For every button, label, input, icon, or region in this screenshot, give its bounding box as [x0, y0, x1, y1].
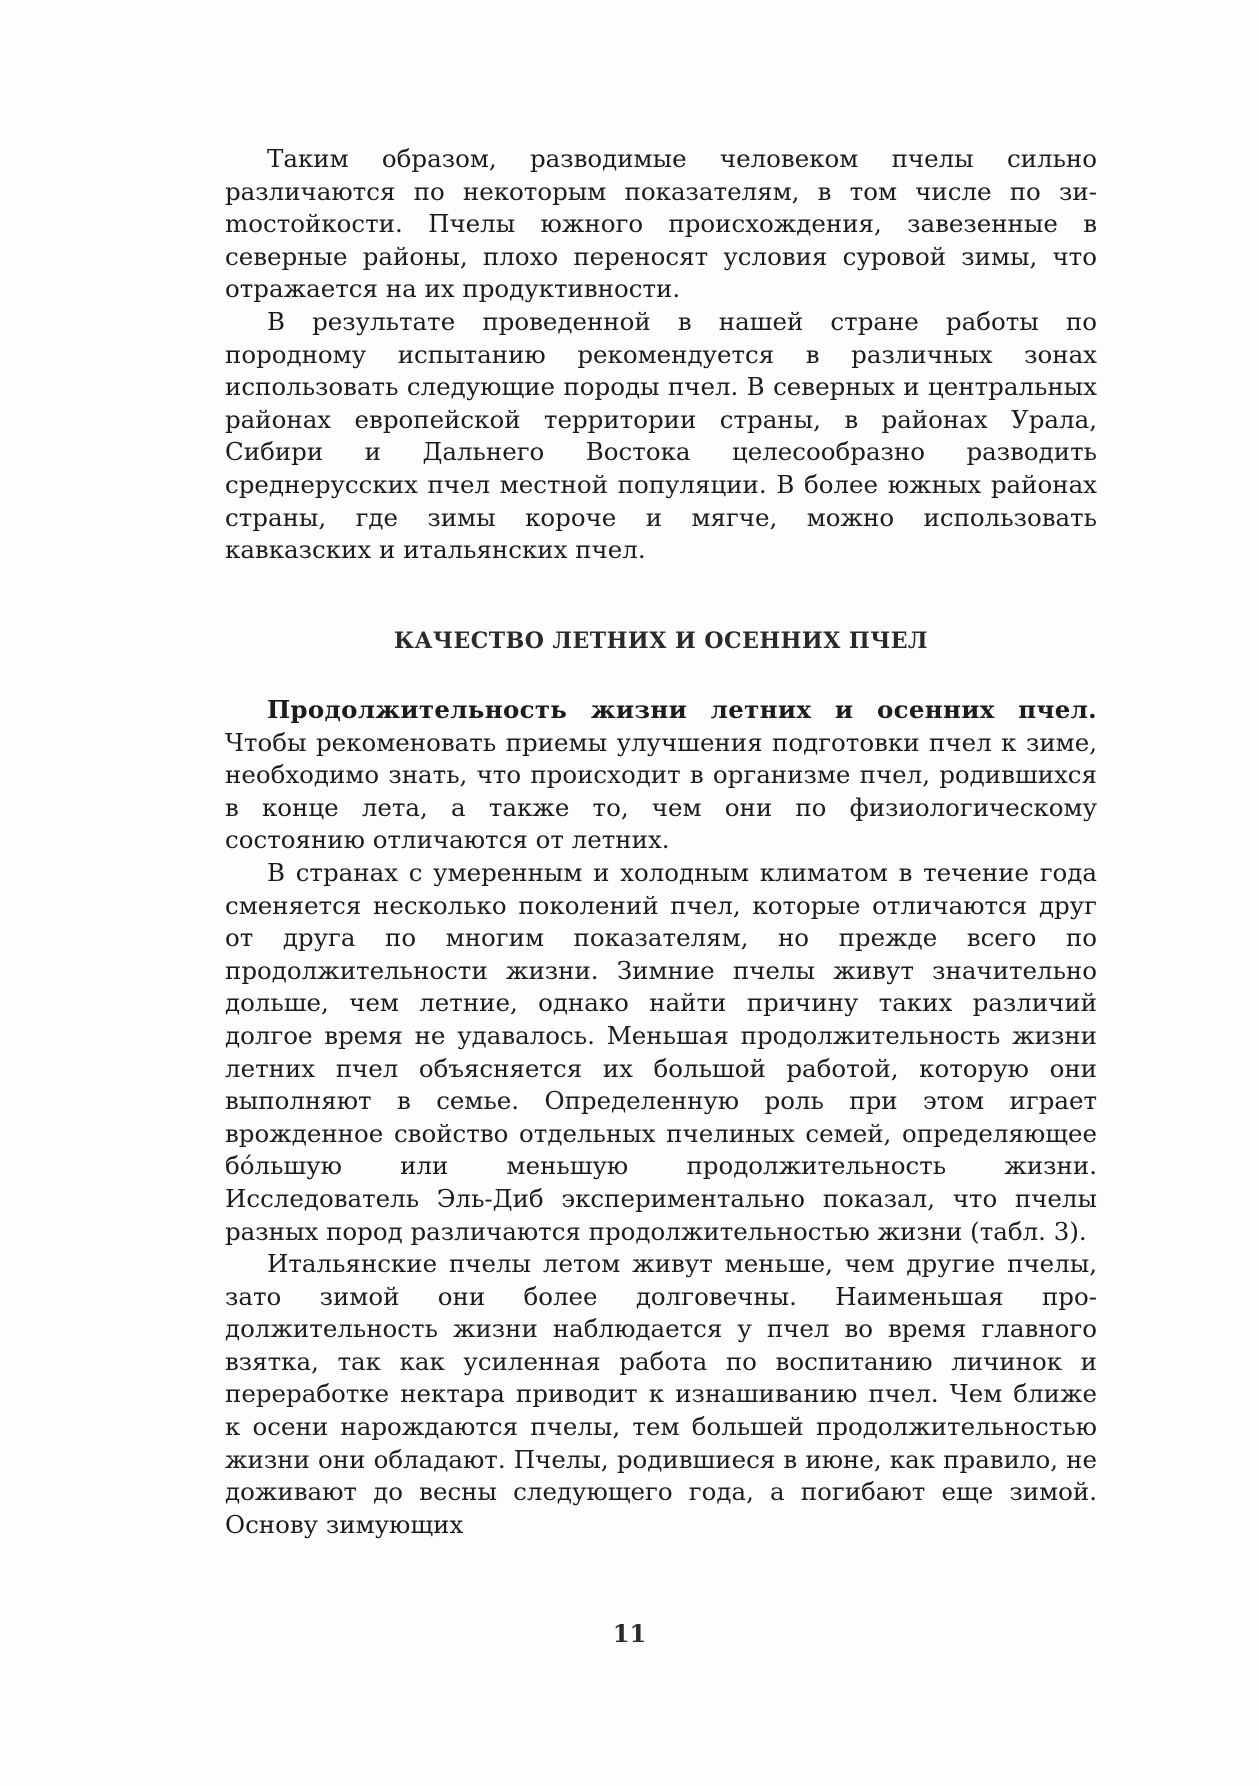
text-block-bottom	[225, 694, 1097, 1541]
paragraph: Итальянские пчелы летом живут меньше, чем другие пчелы, зато зимой они более долговечны. Наименьшая продолжительность жизни наблюдается у пчел во время главного взятка, так как усиленная работа по воспитанию личинок и переработке нектара приводит к изнашиванию пчел. Чем ближе к осени нарождаются пчелы, тем большей продолжительностью жизни они обладают. Пчелы, родившиеся в июне, как правило, не доживают до весны следующего года, а погибают еще зимой. Основу зимующих	[225, 1249, 1097, 1539]
lead-paragraph-text: Чтобы рекоменовать приемы улучшения подготовки пчел к зиме, необходимо знать, что происходит в организме пчел, родившихся в конце лета, а также то, чем они по физиологическому состоянию отличаются от летних.	[225, 727, 1097, 855]
paragraph: В результате проведенной в нашей стране работы по породному испытанию рекомендуется в различных зонах использовать следующие породы пчел. В северных и центральных районах европейской территории страны, в районах Урала, Сибири и Дальнего Востока целесообразно разводить среднерусских пчел местной популяции. В более южных районах страны, где зимы короче и мягче, можно использовать кавказских и итальянских пчел.	[225, 306, 1097, 565]
paragraph: В странах с умеренным и холодным климатом в течение года сменяется несколько поколений пчел, которые отличаются друг от друга по многим показателям, но прежде всего по продолжительности жизни. Зимние пчелы живут значительно дольше, чем летние, однако найти причину таких различий долгое время не удавалось. Меньшая продолжительность жизни летних пчел объясняется их большой работой, которую они выполняют в семье. Определенную роль при этом играет врожденное свойство отдельных пчелиных семей, определяющее бóльшую или меньшую продолжительность жизни. Исследователь Эль-Диб экспериментально показал, что пчелы разных пород различаются продолжительностью жизни (табл. 3).	[225, 857, 1097, 1246]
lead-in-heading: Продолжительность жизни летних и осенних пчел.	[267, 695, 1097, 724]
paragraph: Таким образом, разводимые человеком пчелы сильно различаются по некоторым показателям, в том числе по зиmостойкости. Пчелы южного происхождения, завезенные в северные районы, плохо переносят условия суровой зимы, что отражается на их продуктивности.	[225, 144, 1097, 304]
page-number: 11	[612, 1619, 647, 1648]
lead-paragraph	[225, 694, 1097, 857]
text-block-top	[225, 143, 1097, 567]
section-heading: КАЧЕСТВО ЛЕТНИХ И ОСЕННИХ ПЧЕЛ	[393, 628, 929, 654]
